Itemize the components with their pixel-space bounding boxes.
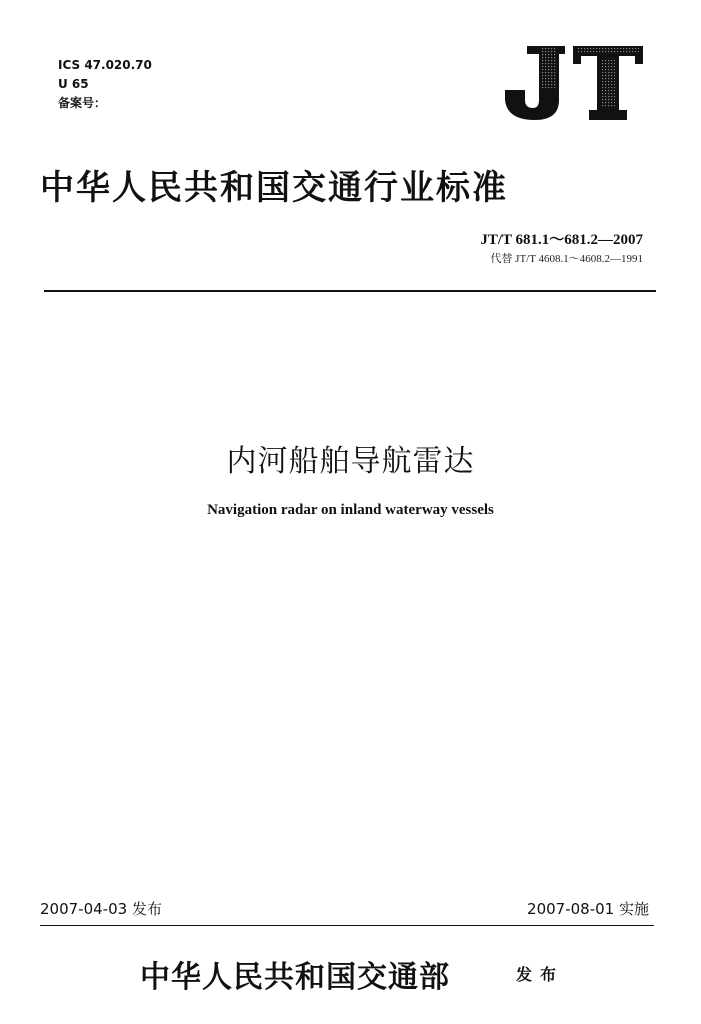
classification-block [58,56,152,113]
ics-code: ICS 47.020.70 [58,58,152,72]
issue-date: 2007-04-03 发布 [40,900,162,918]
record-number: 备案号： [58,96,107,110]
replaces-standard: 代替 JT/T 4608.1～4608.2—1991 [490,253,643,265]
document-title-english: Navigation radar on inland waterway vessels [207,502,494,518]
header-divider [44,290,656,292]
jt-logo [497,42,647,122]
implementation-date: 2007-08-01 实施 [527,900,649,918]
document-title-chinese: 内河船舶导航雷达 [226,444,475,479]
org-title: 中华人民共和国交通行业标准 [40,170,508,207]
footer-divider [40,925,654,926]
issue-action: 发布 [516,967,565,984]
issuing-authority: 中华人民共和国交通部 [140,961,450,994]
standard-number: JT/T 681.1～681.2—2007 [480,232,643,248]
classification-code: U 65 [58,77,89,91]
